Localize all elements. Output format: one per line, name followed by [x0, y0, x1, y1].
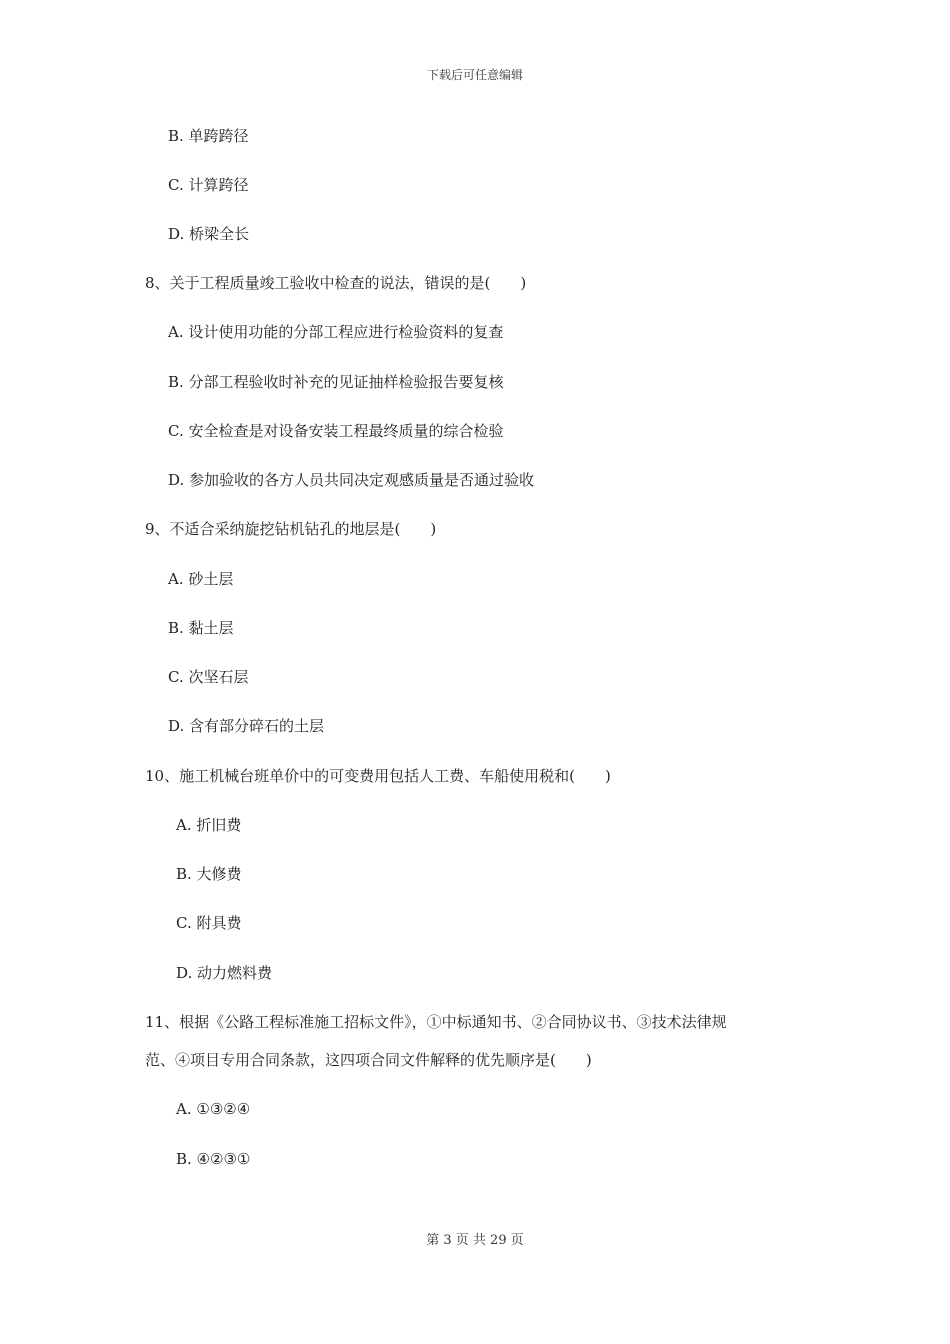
option-line: D. 参加验收的各方人员共同决定观感质量是否通过验收	[168, 471, 535, 489]
option-line: B. ④②③①	[176, 1150, 251, 1168]
option-line: A. 砂土层	[168, 570, 234, 588]
option-line: A. 设计使用功能的分部工程应进行检验资料的复查	[168, 323, 504, 341]
question-line: 8、关于工程质量竣工验收中检查的说法，错误的是( )	[145, 274, 527, 292]
option-line: B. 分部工程验收时补充的见证抽样检验报告要复核	[168, 373, 504, 391]
page-footer: 第 3 页 共 29 页	[426, 1233, 524, 1248]
option-line: C. 计算跨径	[168, 176, 249, 194]
option-line: B. 大修费	[176, 865, 242, 883]
option-line: D. 桥梁全长	[168, 225, 250, 243]
question-line: 11、根据《公路工程标准施工招标文件》，①中标通知书、②合同协议书、③技术法律规	[145, 1013, 727, 1031]
page-header: 下载后可任意编辑	[426, 68, 523, 82]
question-line: 10、施工机械台班单价中的可变费用包括人工费、车船使用税和( )	[145, 767, 611, 785]
option-line: D. 动力燃料费	[176, 964, 273, 982]
option-line: A. 折旧费	[176, 816, 242, 834]
option-line: C. 附具费	[176, 914, 242, 932]
option-line: B. 单跨跨径	[168, 127, 249, 145]
question-line: 9、不适合采纳旋挖钻机钻孔的地层是( )	[145, 520, 437, 538]
question-line-continued: 范、④项目专用合同条款，这四项合同文件解释的优先顺序是( )	[145, 1051, 592, 1069]
option-line: D. 含有部分碎石的土层	[168, 717, 325, 735]
option-line: C. 次坚石层	[168, 668, 249, 686]
option-line: B. 黏土层	[168, 619, 234, 637]
option-line: A. ①③②④	[176, 1100, 251, 1118]
option-line: C. 安全检查是对设备安装工程最终质量的综合检验	[168, 422, 504, 440]
